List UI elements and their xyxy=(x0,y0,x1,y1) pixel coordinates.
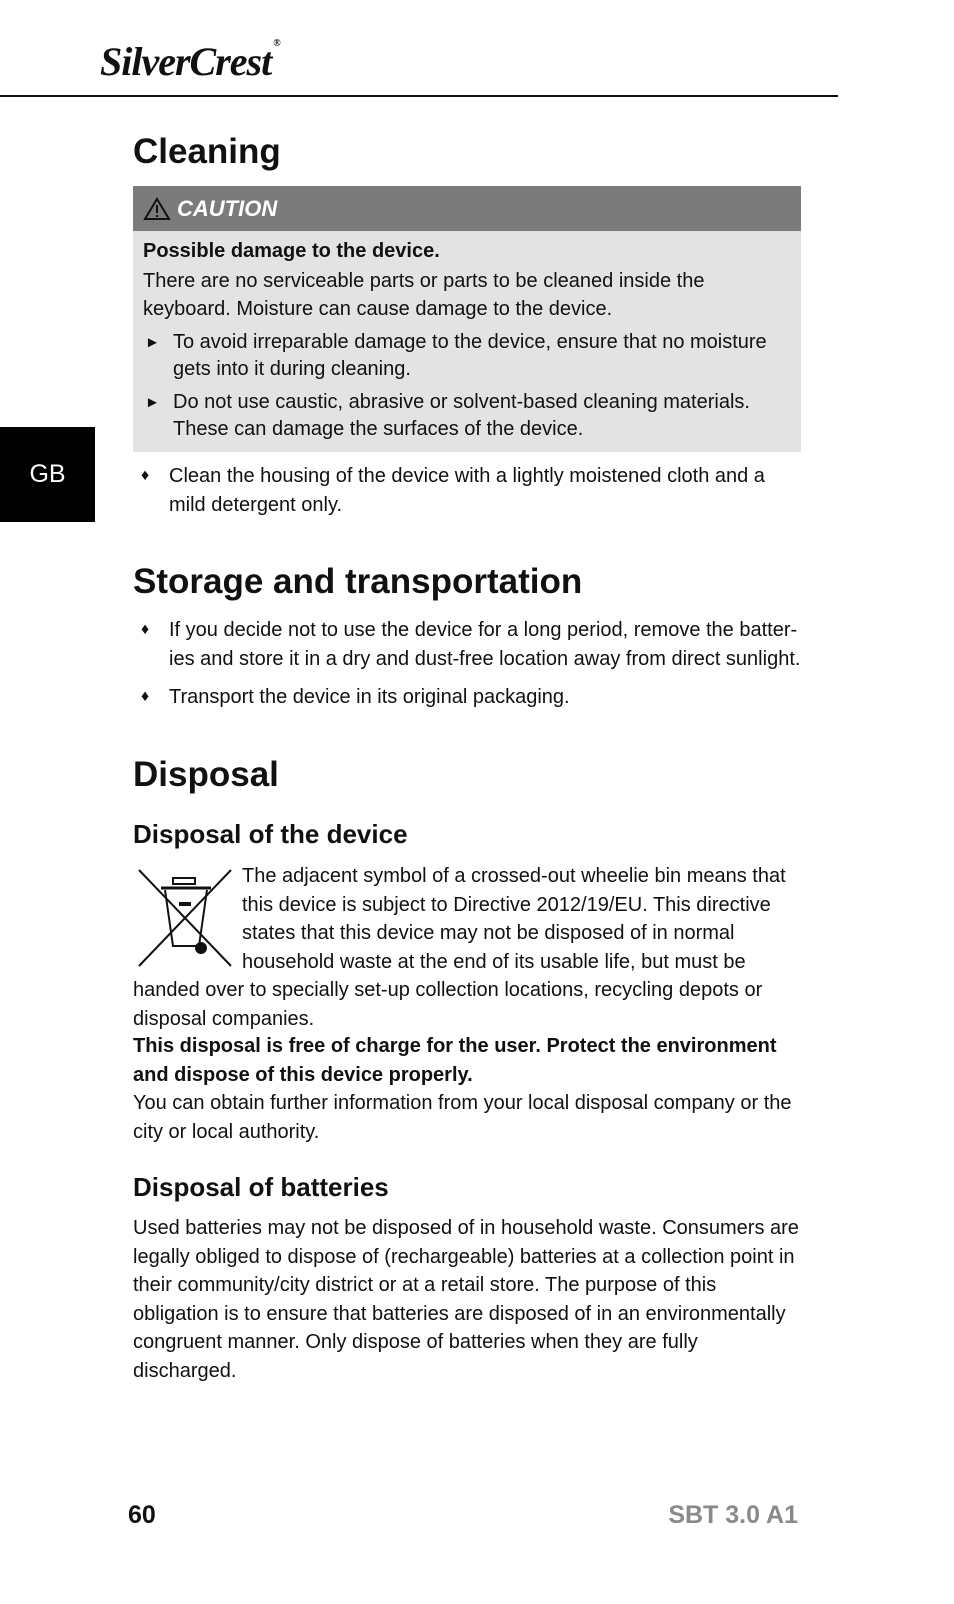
diamond-bullet-icon: ♦ xyxy=(141,621,150,638)
caution-title: Possible damage to the device. xyxy=(143,240,440,262)
registered-mark: ® xyxy=(273,38,280,49)
header-rule xyxy=(0,95,838,97)
caution-item-text: Do not use caustic, abrasive or solvent-based cleaning materials. These can damage the surfaces of the device. xyxy=(173,391,750,440)
caution-header xyxy=(133,186,801,231)
crossed-out-bin-icon xyxy=(133,866,235,970)
disposal-batteries-text: Used batteries may not be disposed of in household waste. Consumers are legally obliged to dispose of (rechargeable) batteries at a collection point in their community/city district or at a retail store. The purpose of this obligation is to ensure that batteries are disposed of in an environmentally congruent manner. Only dispose of batteries when they are fully discharged. xyxy=(133,1217,799,1382)
warning-icon xyxy=(143,197,171,221)
brand-logo xyxy=(100,38,280,85)
language-tab: GB xyxy=(0,427,95,522)
diamond-bullet-icon: ♦ xyxy=(141,688,150,705)
disposal-device-heading: Disposal of the device xyxy=(133,819,408,849)
disposal-more-info: You can obtain further information from your local disposal company or the city or local authority. xyxy=(133,1092,792,1143)
caution-item xyxy=(143,329,791,383)
disposal-heading: Disposal xyxy=(133,755,279,794)
model-number: SBT 3.0 A1 xyxy=(668,1501,798,1529)
list-item-text: If you decide not to use the device for a long period, remove the batter-ies and store it in a dry and dust-free location away from direct sunlight. xyxy=(169,619,801,670)
list-item-text: Clean the housing of the device with a lightly moistened cloth and a mild detergent only. xyxy=(169,465,765,516)
disposal-batteries-heading: Disposal of batteries xyxy=(133,1172,389,1202)
caution-text: There are no serviceable parts or parts to be cleaned inside the keyboard. Moisture can cause damage to the device. xyxy=(143,270,705,320)
disposal-device-text: The adjacent symbol of a crossed-out wheelie bin means that this device is subject to Directive 2012/19/EU. This directive states that this device may not be disposed of in normal household waste at the end of its usable life, but must be xyxy=(242,865,786,973)
caution-item xyxy=(143,389,791,443)
list-item xyxy=(133,683,801,712)
caution-label: CAUTION xyxy=(177,195,278,221)
caution-body xyxy=(133,231,801,443)
arrow-icon: ► xyxy=(145,334,160,351)
disposal-free-notice: This disposal is free of charge for the user. Protect the environment and dispose of this device properly. xyxy=(133,1035,777,1086)
caution-box xyxy=(133,186,801,452)
storage-heading: Storage and transportation xyxy=(133,562,583,601)
cleaning-heading: Cleaning xyxy=(133,132,281,171)
page-number: 60 xyxy=(128,1501,156,1529)
disposal-device-text-continued: handed over to specially set-up collection locations, recycling depots or disposal companies. xyxy=(133,979,763,1030)
logo-text: SilverCrest xyxy=(100,39,272,84)
list-item-text: Transport the device in its original packaging. xyxy=(169,686,570,708)
diamond-bullet-icon: ♦ xyxy=(141,467,150,484)
list-item xyxy=(133,462,801,519)
arrow-icon: ► xyxy=(145,394,160,411)
list-item xyxy=(133,616,801,673)
caution-item-text: To avoid irreparable damage to the device, ensure that no moisture gets into it during cleaning. xyxy=(173,331,767,380)
